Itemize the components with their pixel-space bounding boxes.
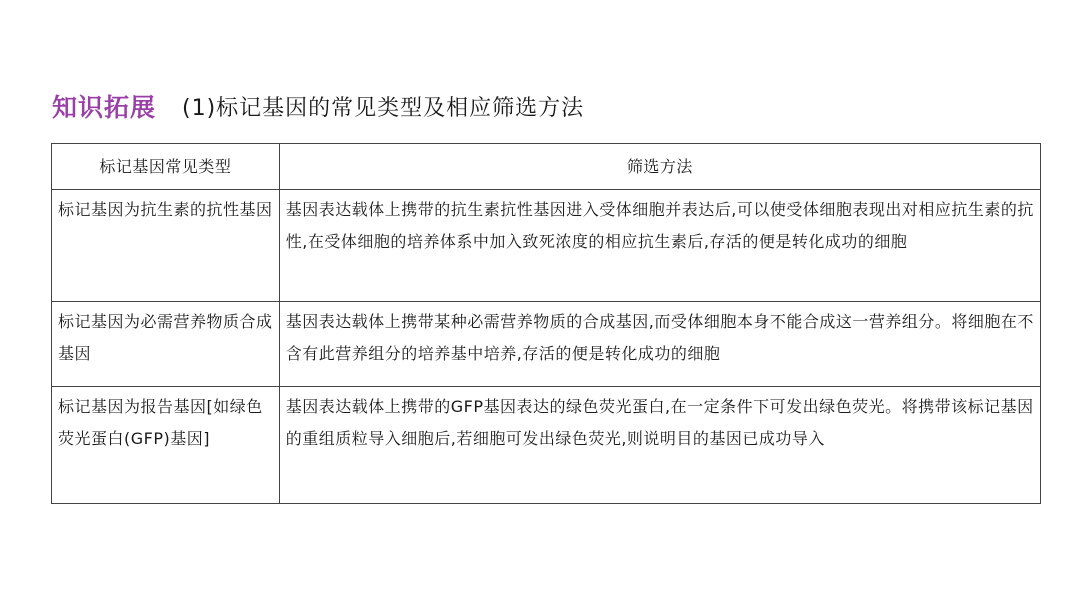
marker-gene-table bbox=[51, 143, 1041, 504]
section-header bbox=[52, 86, 584, 126]
cell-method: 基因表达载体上携带的GFP基因表达的绿色荧光蛋白,在一定条件下可发出绿色荧光。将携带该标记基因的重组质粒导入细胞后,若细胞可发出绿色荧光,则说明目的基因已成功导入 bbox=[279, 387, 1040, 504]
cell-method: 基因表达载体上携带某种必需营养物质的合成基因,而受体细胞本身不能合成这一营养组分。将细胞在不含有此营养组分的培养基中培养,存活的便是转化成功的细胞 bbox=[279, 302, 1040, 387]
section-title: (1)标记基因的常见类型及相应筛选方法 bbox=[182, 95, 585, 121]
column-header-type: 标记基因常见类型 bbox=[52, 144, 280, 190]
table-header-row bbox=[52, 144, 1041, 190]
cell-type: 标记基因为必需营养物质合成基因 bbox=[52, 302, 280, 387]
cell-method: 基因表达载体上携带的抗生素抗性基因进入受体细胞并表达后,可以使受体细胞表现出对相应抗生素的抗性,在受体细胞的培养体系中加入致死浓度的相应抗生素后,存活的便是转化成功的细胞 bbox=[279, 190, 1040, 302]
column-header-method: 筛选方法 bbox=[279, 144, 1040, 190]
table-row bbox=[52, 302, 1041, 387]
table-row bbox=[52, 190, 1041, 302]
cell-type: 标记基因为报告基因[如绿色荧光蛋白(GFP)基因] bbox=[52, 387, 280, 504]
section-tag: 知识拓展 bbox=[52, 93, 157, 122]
cell-type: 标记基因为抗生素的抗性基因 bbox=[52, 190, 280, 302]
table-row bbox=[52, 387, 1041, 504]
